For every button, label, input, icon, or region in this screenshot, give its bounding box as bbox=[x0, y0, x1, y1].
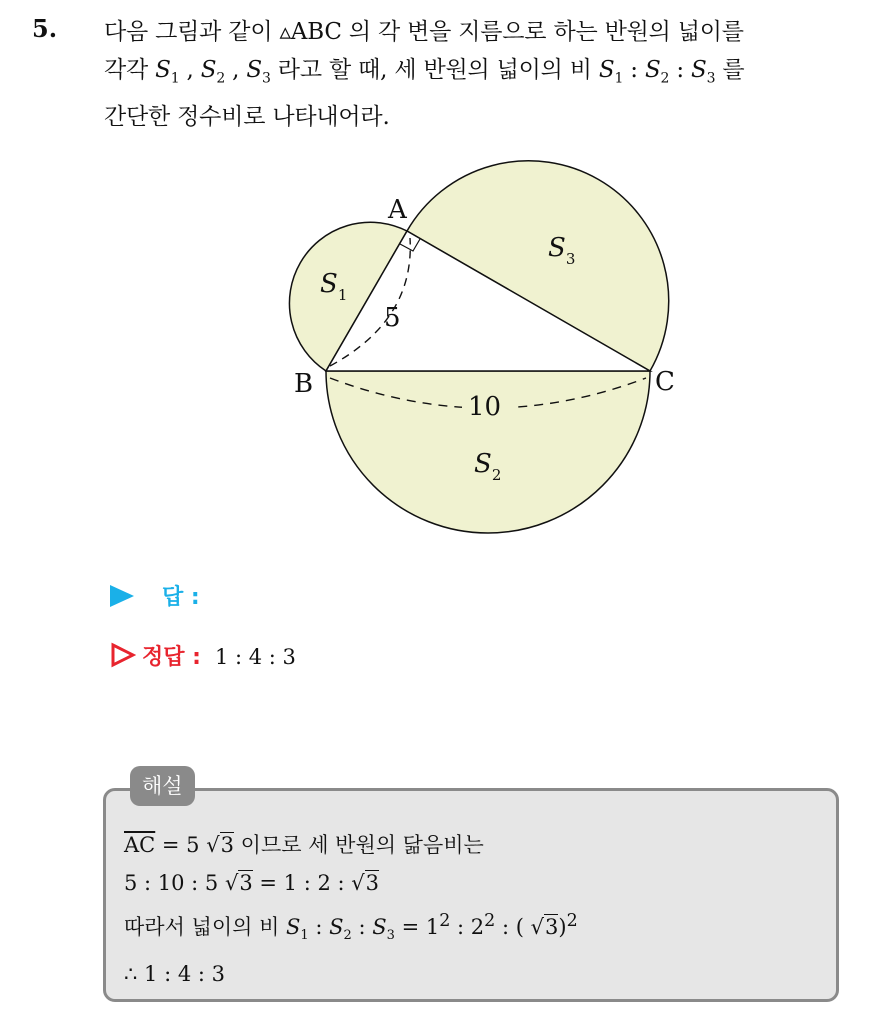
correct-answer-value: 1 : 4 : 3 bbox=[214, 645, 296, 669]
answer-row bbox=[110, 580, 200, 611]
vertex-b: B bbox=[294, 369, 314, 399]
vertex-a: A bbox=[388, 195, 407, 225]
solution-line-2: 5 : 10 : 5 √3 = 1 : 2 : √3 bbox=[124, 871, 380, 895]
solution-line-3: 따라서 넓이의 비 $S_1$ : $S_2$ : $S_3 = 1^2$ : $2^2$ : ( √3)$^2$ bbox=[124, 911, 578, 944]
play-triangle-icon bbox=[110, 585, 134, 607]
correct-answer-label: 정답 : bbox=[142, 645, 201, 670]
solution-line-4: ∴ 1 : 4 : 3 bbox=[124, 962, 225, 987]
solution-tag: 해설 bbox=[130, 766, 195, 806]
solution-line-1: $\overline{AC} = 5$ √3 이므로 세 반원의 닮음비는 bbox=[124, 833, 484, 857]
side-ab-length: 5 bbox=[384, 303, 401, 333]
region-s3: $S_3$ bbox=[548, 233, 576, 268]
region-s2: $S_2$ bbox=[474, 449, 502, 484]
side-bc-length: 10 bbox=[468, 392, 502, 422]
question-line-1: 다음 그림과 같이 ▵ABC 의 각 변을 지름으로 하는 반원의 넓이를 bbox=[104, 19, 744, 45]
region-s1: $S_1$ bbox=[320, 269, 348, 304]
solution-text bbox=[124, 826, 578, 993]
vertex-c: C bbox=[655, 367, 675, 397]
outline-triangle-icon bbox=[110, 642, 136, 668]
question-line-2: 각각 $S_1$ , $S_2$ , $S_3$ 라고 할 때, 세 반원의 넓이의 비 $S_1$ : $S_2$ : $S_3$ 를 bbox=[104, 57, 745, 87]
correct-answer-row bbox=[110, 640, 296, 671]
question-line-3: 간단한 정수비로 나타내어라. bbox=[104, 103, 390, 130]
question-number: 5. bbox=[32, 14, 58, 43]
answer-label: 답 : bbox=[162, 585, 200, 610]
